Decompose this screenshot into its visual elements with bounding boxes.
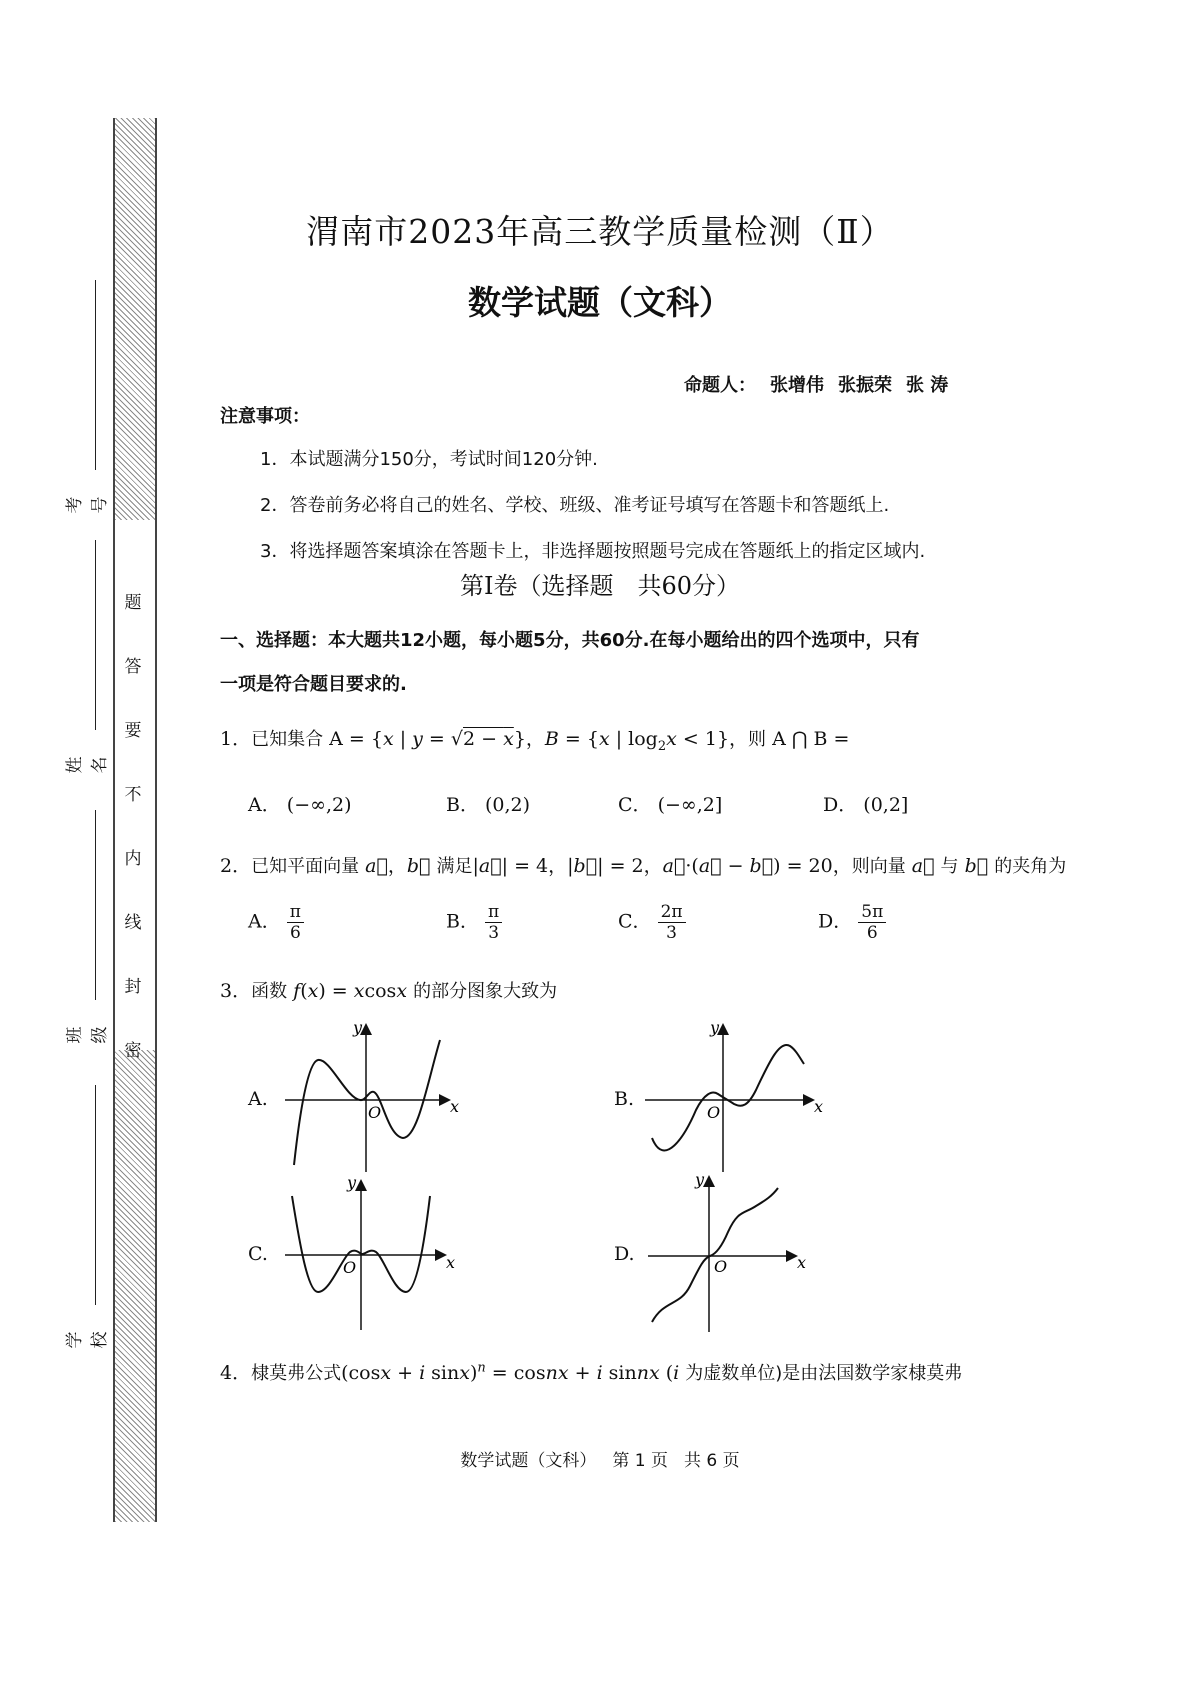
authors-label: 命题人： [684,375,756,396]
section-instruction: 一、选择题：本大题共12小题，每小题5分，共60分.在每小题给出的四个选项中，只有 [220,630,920,651]
binding-warning-char: 密 [124,1041,142,1061]
note-item: 3．将选择题答案填涂在答题卡上，非选择题按照题号完成在答题纸上的指定区域内. [260,541,926,562]
question-1: 1．已知集合 A = {x | y = √2 − x}，B = {x | $\log_2x < 1$}，则 A ⋂ B = [220,728,850,754]
q3-axis-y-label-a: y [353,1018,363,1037]
section-title: 第Ⅰ卷（选择题 共60分） [459,572,741,600]
q1-option-a[interactable]: A． (−∞,2) [248,794,352,816]
author-name: 张振荣 [838,375,892,396]
q2-option-b[interactable]: B． $\frac{\pi}{3}$ [446,902,502,943]
binding-warning-char: 答 [124,657,142,677]
binding-warning-char: 题 [124,593,142,613]
school-line [95,1085,96,1305]
author-name: 张增伟 [770,375,824,396]
q3-axis-x-label-d: x [797,1253,807,1272]
binding-warning-char: 不 [124,785,142,805]
exam-title: 渭南市2023年高三教学质量检测（Ⅱ） [306,212,894,251]
q1-option-b[interactable]: B． (0,2) [446,794,531,816]
binding-warning-char: 要 [124,721,142,741]
q1-option-d[interactable]: D． (0,2] [823,794,909,816]
q3-axis-y-label-d: y [695,1170,705,1189]
binding-warning-char: 内 [124,849,142,869]
school-field[interactable] [65,1085,110,1355]
q1-option-c[interactable]: C． (−∞,2] [618,794,723,816]
exam-subtitle: 数学试题（文科） [468,283,732,322]
question-number: 2． [220,855,252,877]
question-4: 4．棣莫弗公式(cosx + i sinx)$^n$ = cosnx + i sinnx (i 为虚数单位)是由法国数学家棣莫弗 [220,1360,963,1384]
q3-graph-label-b: B. [614,1088,635,1110]
binding-warning-char: 线 [124,913,142,933]
page-footer [0,1446,1200,1471]
q3-axis-x-label-c: x [446,1253,456,1272]
question-number: 1． [220,728,252,750]
section-instruction: 一项是符合题目要求的. [220,674,407,695]
q2-option-a[interactable]: A． $\frac{\pi}{6}$ [248,902,304,943]
q3-axis-x-label-a: x [450,1097,460,1116]
name-label: 姓名 [65,756,110,774]
question-number: 3． [220,980,252,1002]
exam-number-label: 考号 [65,496,110,514]
class-field[interactable] [65,810,110,1055]
footer-total: 共 6 页 [684,1451,740,1471]
footer-page: 第 1 页 [612,1451,668,1471]
q3-origin-label-d: O [714,1257,728,1276]
notes-heading: 注意事项： [220,406,310,427]
binding-warning-char: 封 [124,977,142,997]
class-label: 班级 [65,1026,110,1044]
footer-subject: 数学试题（文科） [460,1451,597,1471]
q3-axis-y-label-c: y [347,1173,357,1192]
note-item: 1．本试题满分150分，考试时间120分钟. [260,449,598,470]
q2-option-c[interactable]: C． $\frac{2\pi}{3}$ [618,902,686,943]
q2-option-d[interactable]: D． $\frac{5\pi}{6}$ [818,902,886,943]
q3-axis-x-label-b: x [814,1097,824,1116]
author-name: 张 涛 [906,375,949,396]
authors [684,371,962,397]
q3-graph-label-c: C. [248,1243,268,1265]
class-line [95,810,96,1000]
school-label: 学校 [65,1331,110,1349]
q3-graph-label-d: D. [614,1243,635,1265]
question-number: 4． [220,1362,252,1384]
question-2: 2．已知平面向量 a⃗，b⃗ 满足|a⃗| = 4，|b⃗| = 2，a⃗·(a⃗ − b⃗) = 20，则向量 a⃗ 与 b⃗ 的夹角为 [220,855,1067,877]
q3-origin-label-a: O [368,1103,382,1122]
q3-graph-d[interactable] [648,1178,795,1332]
q3-origin-label-b: O [707,1103,721,1122]
q3-graph-a[interactable] [285,1026,448,1172]
q3-graph-b[interactable] [645,1026,812,1172]
note-item: 2．答卷前务必将自己的姓名、学校、班级、准考证号填写在答题卡和答题纸上. [260,495,890,516]
question-3: 3．函数 f(x) = xcosx 的部分图象大致为 [220,980,558,1002]
q3-origin-label-c: O [343,1258,357,1277]
q3-axis-y-label-b: y [710,1018,720,1037]
q3-graph-label-a: A. [248,1088,268,1110]
q3-graph-c[interactable] [285,1182,444,1330]
